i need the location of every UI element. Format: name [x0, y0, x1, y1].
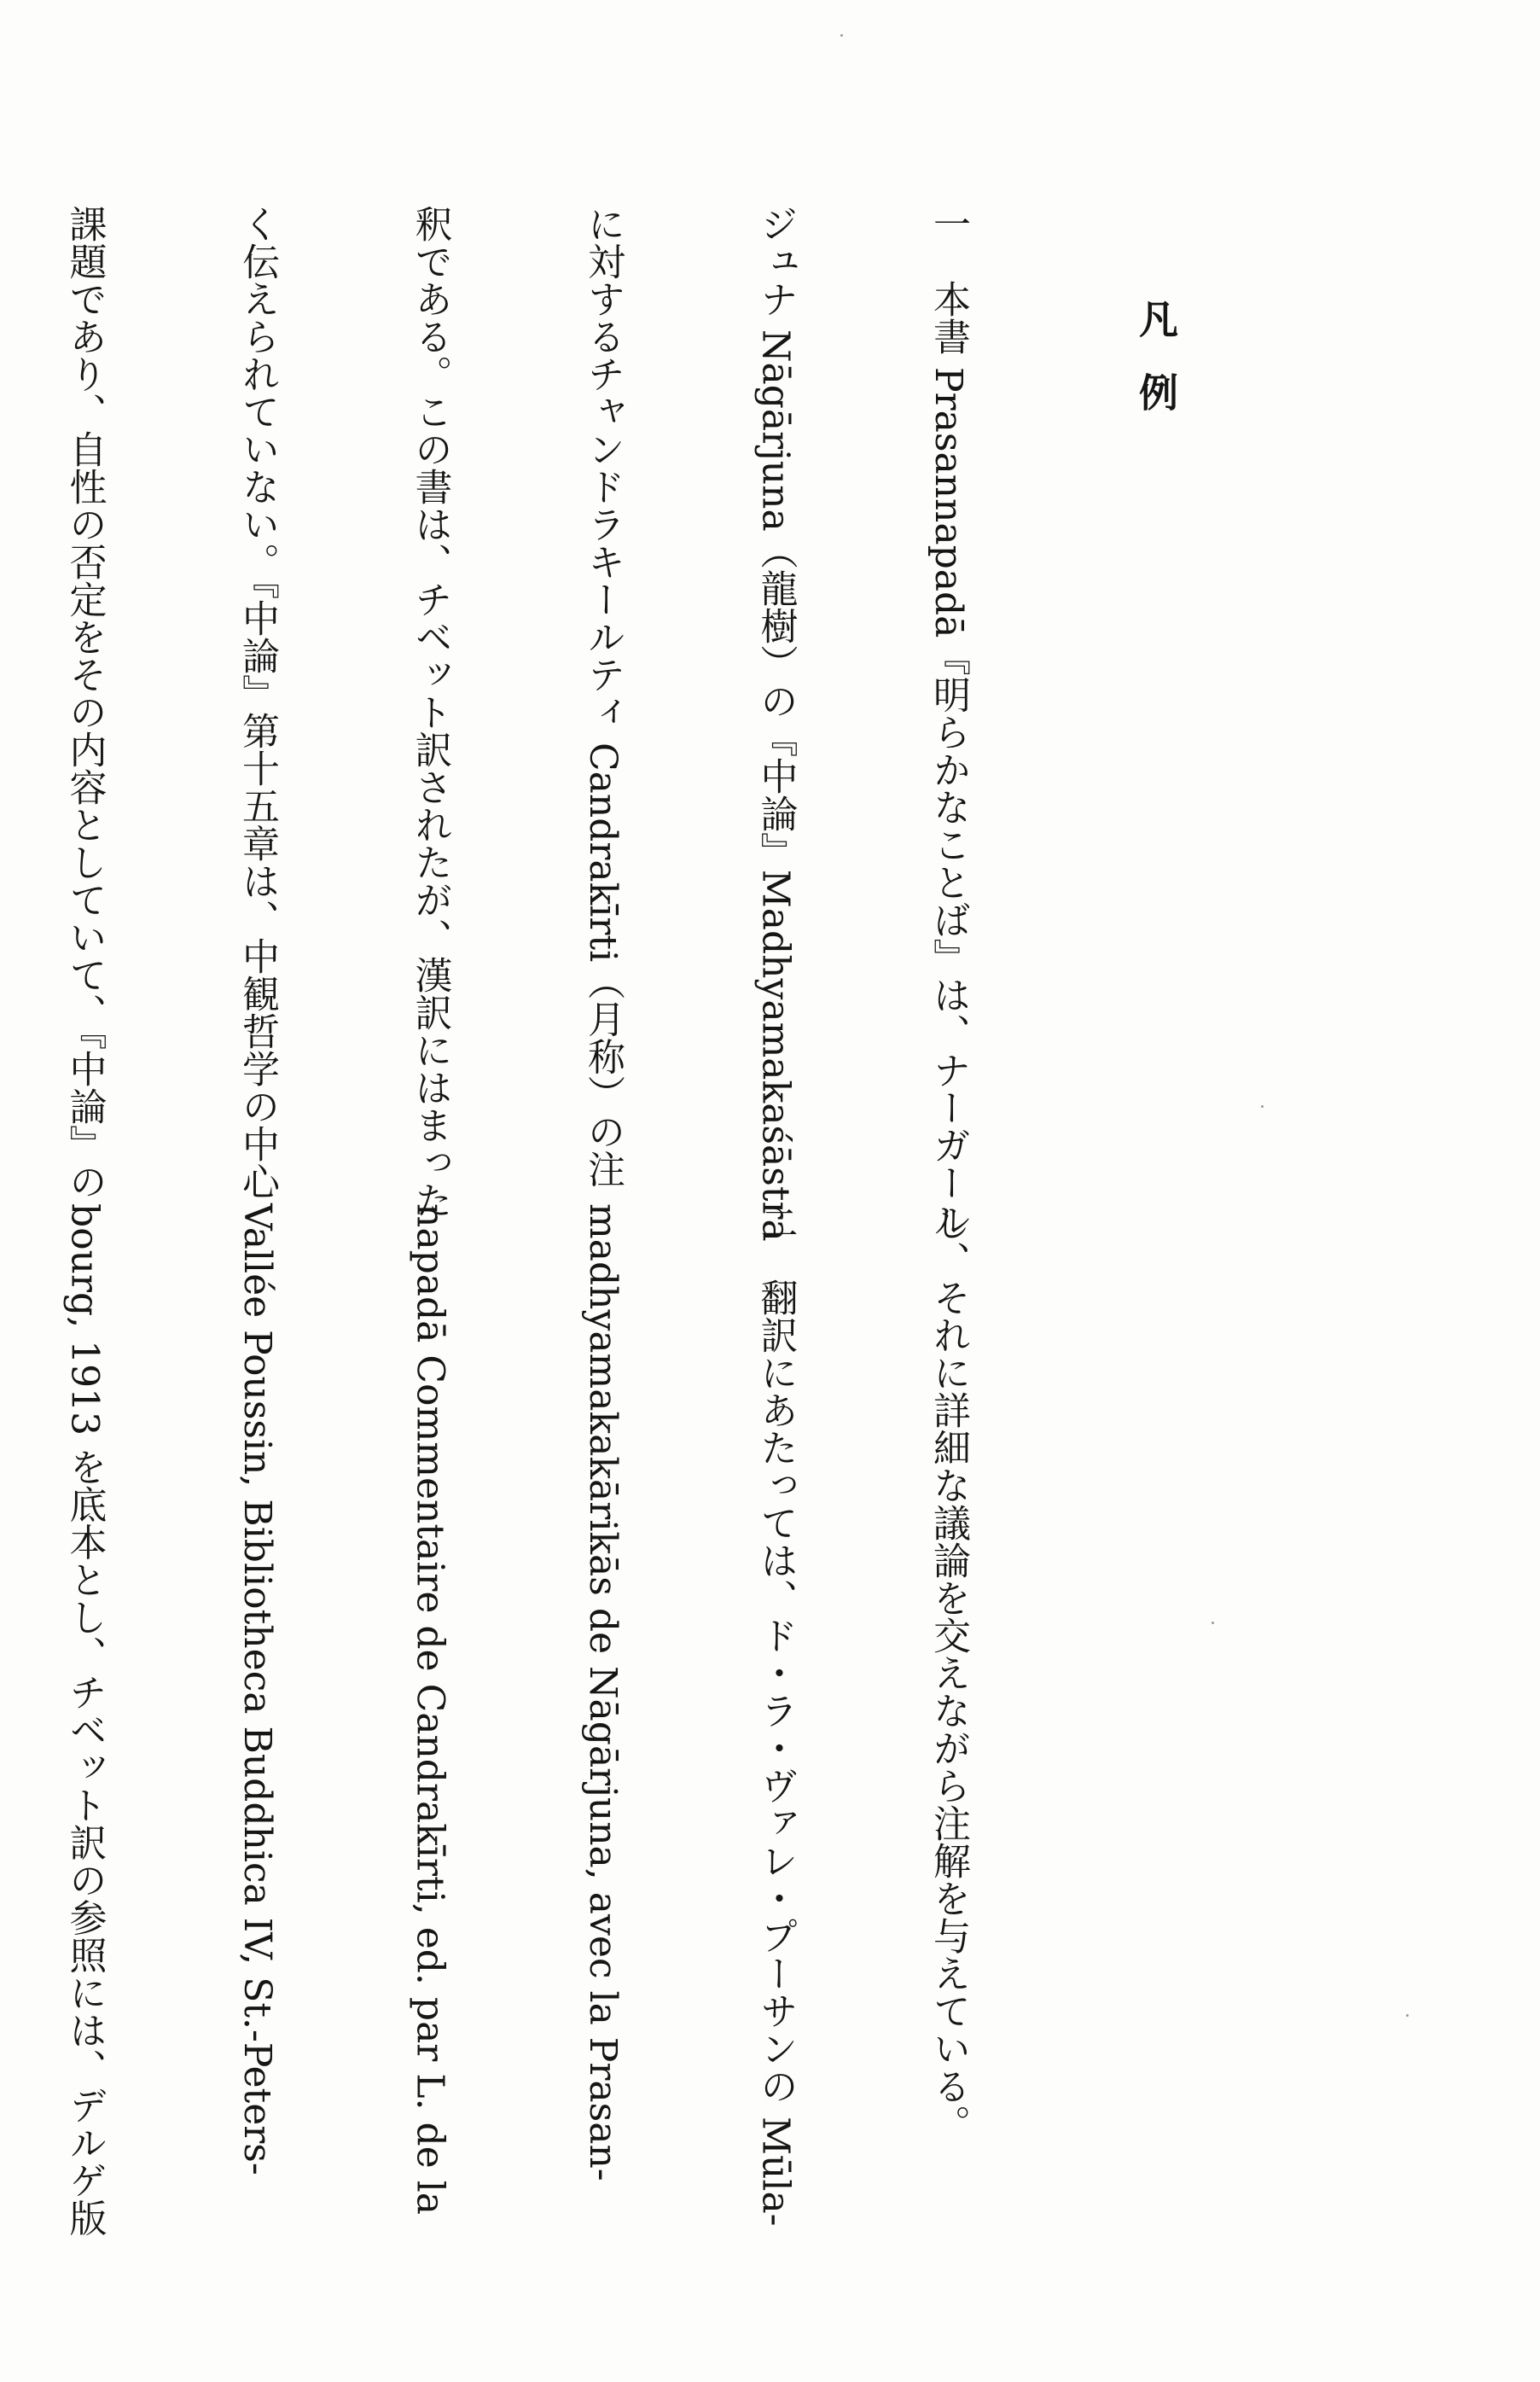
scan-speck — [840, 34, 843, 37]
text-line: し、それに詳細な議論を交えながら注解を与えている。 — [927, 1203, 970, 2142]
scan-speck — [1406, 2014, 1409, 2017]
text-line: に対するチャンドラキールティ Candrakīrti（月称）の注 — [581, 205, 625, 1188]
text-line: madhyamakakārikās de Nāgārjuna, avec la Prasan- — [581, 1203, 625, 2181]
text-line: napadā Commentaire de Candrakīrti, ed. par L. de la — [408, 1203, 452, 2216]
section-1-text — [62, 205, 1092, 1242]
text-line: ジュナ Nāgārjuna（龍樹）の『中論』Madhyamakaśāstra — [753, 205, 798, 1242]
text-line: bourg, 1913 を底本とし、チベット訳の参照には、デルゲ版 — [62, 1203, 107, 2237]
text-line: 課題であり、自性の否定をその内容としていて、『中論』の — [62, 205, 107, 1200]
scan-speck — [1212, 1622, 1214, 1624]
section-2-text — [62, 1203, 1092, 2237]
text-line: Vallée Poussin, Bibliotheca Buddhica IV, St.-Peters- — [235, 1203, 279, 2175]
page-title: 凡例 — [1133, 299, 1179, 446]
text-line: く伝えられていない。『中論』第十五章は、中観哲学の中心 — [235, 205, 279, 1200]
text-line: 二 翻訳にあたっては、ド・ラ・ヴァレ・プーサンの Mūla- — [753, 1203, 798, 2227]
text-line: 釈である。この書は、チベット訳されたが、漢訳にはまった — [408, 205, 452, 1219]
scan-speck — [1261, 1105, 1264, 1108]
text-line: 一 本書 Prasannapadā『明らかなことば』は、ナーガール — [927, 205, 970, 1239]
